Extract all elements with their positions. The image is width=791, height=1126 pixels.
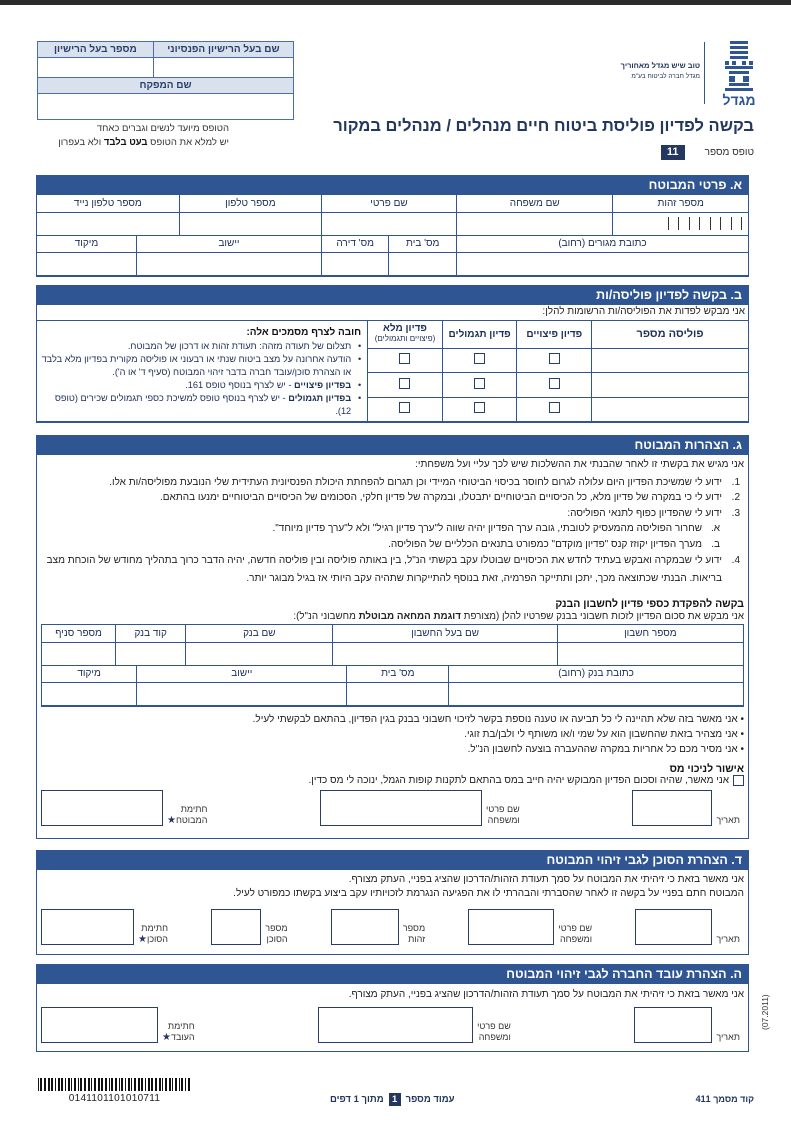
logo-text: מגדל — [722, 92, 756, 108]
barcode-bar — [148, 1078, 150, 1091]
signature-label-line2 — [138, 934, 168, 945]
agent-number-field[interactable] — [211, 909, 261, 945]
benefits-header: פדיון תגמולים — [442, 321, 517, 348]
item-text: ידוע לי שמשיכת הפדיון היום עלולה לגרום לחוסר בכיסוי הביטוחי המיידי וכן תגרום להפחתת היכולת הפנסיונית העתידית שלי הנובעת מפוליסה/ות אלו. — [109, 476, 722, 488]
last-name-label: שם משפחה — [457, 195, 613, 212]
bank-request-intro — [41, 610, 744, 623]
phone-label: מספר טלפון — [179, 195, 321, 212]
bank-table-wrapper — [41, 624, 744, 707]
section-employee-declaration — [36, 964, 749, 1052]
declarations-text — [37, 457, 748, 588]
form-number — [661, 145, 754, 160]
required-doc-item — [41, 353, 361, 379]
doc-text: תצלום של תעודה מזהה: תעודת זהות או דרכון של המבוטח. — [127, 341, 352, 351]
declaration-item — [41, 506, 744, 522]
barcode-bar — [131, 1078, 132, 1091]
barcode-bar — [78, 1078, 79, 1091]
item-number: א. — [710, 523, 720, 534]
name-label-line2: ומשפחה — [478, 1031, 511, 1042]
agent-declaration-text — [37, 873, 748, 901]
barcode-bar — [94, 1078, 96, 1091]
barcode-bar — [55, 1078, 56, 1091]
bank-details-table — [42, 625, 743, 666]
item-number: ב. — [711, 538, 720, 550]
first-name-label: שם פרטי — [321, 195, 456, 212]
supervisor-name-label: שם המפקח — [38, 78, 293, 94]
section-insured-declarations — [36, 435, 749, 839]
agent-insured-id-field[interactable] — [331, 909, 399, 945]
signature-label-line1: חתימת — [141, 923, 168, 933]
item-text: ידוע לי שבמקרה ואבקש בעתיד לחדש את הכיסויים שבוטלו עקב בקשתי הנ"ל, בין באותה פוליסה ובין פוליסה חדשה, יהיה הדבר כרוך בתהליך מחודש של הוכחת מצב בריאות. הבנתי שכתוצאה מכך, יתכן ותתייקר הפרמיה, זאת בנוסף להתייקרות שתהיה עקב היותי אז בגיל מבוגר יותר. — [46, 555, 722, 584]
policy-number-header: פוליסה מספר — [592, 321, 748, 348]
bank-house-number-field[interactable] — [347, 683, 449, 706]
barcode-bar — [185, 1078, 186, 1091]
agent-id-label — [399, 923, 429, 945]
severance-checkbox[interactable] — [549, 402, 560, 413]
agent-name-label — [554, 923, 596, 945]
mobile-label: מספר טלפון נייד — [37, 195, 179, 212]
note-pen-pre: יש למלא את הטופס — [147, 137, 229, 148]
signature-label — [163, 804, 211, 826]
insured-signature-row — [37, 790, 748, 830]
barcode-bar — [134, 1078, 136, 1091]
agent-declaration-line2: המבוטח חתם בפניי על בקשה זו לאחר שהסברתי והבהרתי לו את הפגיעה הנגרמת לזכויותיו עקב ביצוע בקשתו כמפורט לעיל. — [233, 888, 744, 899]
id-number-label: מספר זהות — [613, 195, 748, 212]
agent-date-field[interactable] — [635, 909, 712, 945]
barcode-bar — [48, 1078, 50, 1091]
severance-header: פדיון פיצויים — [517, 321, 592, 348]
employee-date-label: תאריך — [716, 1031, 740, 1042]
bank-confirmations — [37, 712, 748, 757]
barcode-bar — [151, 1078, 153, 1091]
signature-label-text: הסוכן — [146, 934, 168, 944]
apartment-label: מס' דירה — [321, 236, 389, 253]
phone-field[interactable] — [179, 212, 321, 235]
bank-request — [37, 598, 748, 707]
barcode-bar — [169, 1078, 171, 1091]
agent-number-label — [261, 923, 291, 945]
bank-street-field[interactable] — [449, 683, 743, 706]
tax-approval-row — [41, 775, 744, 786]
street-label: כתובת מגורים (רחוב) — [456, 236, 748, 253]
insured-signature-field[interactable] — [41, 790, 163, 826]
declaration-subitem — [41, 537, 744, 553]
name-label-line1: שם פרטי — [486, 804, 520, 814]
street-field[interactable] — [456, 253, 748, 276]
bank-confirmation-item: • אני מצהיר בזאת שהחשבון הוא על שמי ו/או משותף לי ולבן/בת זוגי. — [464, 729, 744, 740]
date-group — [632, 790, 744, 826]
doc-text: - יש לצרף בנוסף טופס 161. — [185, 380, 294, 390]
barcode-bar — [165, 1078, 167, 1091]
bank-intro-pre: אני מבקש את סכום הפדיון לזכות חשבוני בבנק שפרטיו להלן (מצורפת — [460, 611, 744, 622]
barcode-bar — [61, 1078, 63, 1091]
window-top-bar — [0, 0, 791, 5]
pension-license-holder-name-label: שם בעל הרישיון הפנסיוני — [153, 42, 293, 58]
bank-confirmation-text: אני מאשר בזה שלא תהיינה לי כל תביעה או טענה נוספת בקשר לזיכוי חשבוני בבנק בגין הפדיון, בהתאם לבקשתי לעיל. — [252, 714, 738, 725]
section-b-intro: אני מבקש לפדות את הפוליסה/ות הרשומות להלן: — [37, 305, 748, 321]
tax-approval-checkbox[interactable] — [733, 775, 744, 786]
page-title: בקשה לפדיון פוליסת ביטוח חיים מנהלים / מנהלים במקור — [333, 117, 754, 135]
page-of: מתוך 1 דפים — [330, 1094, 384, 1105]
agent-signature-row — [37, 909, 748, 949]
barcode-bar — [138, 1078, 140, 1091]
barcode-bar — [65, 1078, 66, 1091]
account-holder-field[interactable] — [333, 642, 557, 665]
signature-label-line1: חתימת — [167, 1020, 195, 1031]
star-icon: ★ — [138, 934, 147, 945]
license-box — [37, 41, 294, 120]
slogan-text: טוב שיש מגדל מאחוריך — [620, 61, 700, 70]
barcode-bar — [84, 1078, 86, 1091]
account-holder-label: שם בעל החשבון — [333, 625, 557, 642]
section-insured-details — [36, 175, 749, 277]
bank-intro-bold: דוגמת המחאה מבוטלת — [358, 611, 461, 622]
section-c-title: ג. הצהרות המבוטח — [37, 436, 748, 455]
agent-signature-label — [134, 923, 172, 945]
bank-confirmation-item: • אני מאשר בזה שלא תהיינה לי כל תביעה או טענה נוספת בקשר לזיכוי חשבוני בבנק בגין הפדיון, בהתאם לבקשתי לעיל. — [252, 714, 744, 725]
signature-group — [41, 790, 211, 826]
policy-number-field[interactable] — [592, 397, 748, 422]
benefits-checkbox[interactable] — [474, 402, 485, 413]
item-number: 3. — [731, 507, 740, 519]
benefits-checkbox[interactable] — [474, 353, 485, 364]
section-agent-declaration — [36, 850, 749, 955]
apartment-field[interactable] — [321, 253, 389, 276]
house-number-field[interactable] — [389, 253, 457, 276]
barcode-bar — [40, 1078, 42, 1091]
migdal-tower-logo-icon — [716, 40, 762, 108]
barcode-bar — [188, 1078, 190, 1091]
declarations-intro: אני מגיש את בקשתי זו לאחר שהבנתי את ההשלכות שיש לכך עליי ועל משפחתי: — [415, 459, 744, 470]
agent-id-group — [331, 909, 429, 945]
license-holder-number-field[interactable] — [38, 58, 153, 78]
barcode-bar — [162, 1078, 163, 1091]
barcode-bar — [111, 1078, 113, 1091]
agent-name-group — [468, 909, 596, 945]
bank-city-field[interactable] — [137, 683, 347, 706]
severance-checkbox[interactable] — [549, 378, 560, 389]
bank-name-field[interactable] — [186, 642, 333, 665]
account-number-field[interactable] — [557, 642, 743, 665]
employee-signature-row — [37, 1007, 748, 1047]
name-group — [320, 790, 524, 826]
name-label-line2: ומשפחה — [487, 815, 520, 825]
item-text: ידוע לי שהפדיון כפוף לתנאי הפוליסה: — [567, 507, 722, 519]
employee-signature-group — [41, 1007, 199, 1043]
full-header-sub: (פיצויים ותגמולים) — [374, 334, 436, 344]
doc-text: הודעה אחרונה על מצב ביטוח שנתי או רבעוני או פוליסה מקורית בפדיון מלא בלבד או הצהרת סוכן/עובד חברה בדבר זיהוי המבוטח (סעיף ד' או ה'). — [41, 354, 352, 377]
id-label-line2: זהות — [408, 934, 426, 944]
bank-house-number-label: מס' בית — [347, 666, 449, 683]
barcode-bar — [38, 1078, 39, 1091]
bank-confirmation-item: • אני מסיר מכם כל אחריות במקרה שההעברה בוצעה לחשבון הנ"ל. — [467, 744, 744, 755]
barcode-bar — [181, 1078, 183, 1091]
barcode-bar — [105, 1078, 107, 1091]
declaration-item — [41, 552, 744, 588]
agent-number-label-line1: מספר — [265, 923, 288, 933]
barcode-bar — [175, 1078, 177, 1091]
agent-signature-field[interactable] — [41, 909, 134, 945]
item-text: מערך הפדיון יקוזז קנס "פדיון מוקדם" כמפורט בתנאים הכלליים של הפוליסה. — [388, 538, 702, 550]
agent-number-group — [211, 909, 291, 945]
required-docs — [37, 321, 368, 422]
declaration-item — [41, 475, 744, 491]
account-number-label: מספר חשבון — [557, 625, 743, 642]
bank-street-label: כתובת בנק (רחוב) — [449, 666, 743, 683]
barcode-bar — [91, 1078, 92, 1091]
policy-number-field[interactable] — [592, 373, 748, 398]
star-icon: ★ — [162, 1031, 171, 1043]
signature-label-line2 — [162, 1032, 195, 1043]
barcode-bar — [155, 1078, 157, 1091]
barcode-bar — [98, 1078, 100, 1091]
required-doc-item — [41, 392, 361, 418]
doc-text: - יש לצרף בנוסף טופס למשיכת כספי תגמולים שכירים (טופס 12). — [54, 393, 352, 416]
barcode-bar — [125, 1078, 126, 1091]
form-number-value: 11 — [661, 145, 685, 160]
agent-declaration-line1: אני מאשר בזאת כי זיהיתי את המבוטח על סמך תעודת הזהות/הדרכון שהציג בפניי, העתק מצורף. — [348, 874, 744, 885]
agent-number-label-line2: הסוכן — [266, 934, 288, 944]
tax-approval-text: אני מאשר, שהיה וסכום הפדיון המבוקש יהיה חייב במס בהתאם לתקנות קופות הגמל, ינוכה לי מס כדין. — [308, 775, 729, 786]
barcode-bar — [44, 1078, 46, 1091]
agent-date-label: תאריך — [716, 934, 740, 944]
logo-divider — [704, 42, 705, 104]
date-field[interactable] — [632, 790, 712, 826]
note-pen-only — [29, 136, 229, 150]
barcode-bar — [68, 1078, 70, 1091]
barcode-bar — [159, 1078, 161, 1091]
bank-code-label: קוד בנק — [116, 625, 186, 642]
city-field[interactable] — [137, 253, 322, 276]
note-pen-bold: בעט בלבד — [103, 137, 148, 148]
house-number-label: מס' בית — [389, 236, 457, 253]
brand-slogan — [600, 61, 700, 80]
employee-date-group — [634, 1007, 744, 1043]
declaration-subitem — [41, 521, 744, 537]
barcode-bar — [119, 1078, 120, 1091]
branch-number-field[interactable] — [42, 642, 116, 665]
date-label: תאריך — [716, 815, 740, 825]
employee-insured-name-field[interactable] — [318, 1007, 473, 1043]
full-checkbox[interactable] — [399, 378, 410, 389]
section-d-title: ד. הצהרת הסוכן לגבי זיהוי המבוטח — [37, 851, 748, 870]
signature-label-text: המבוטח — [175, 815, 208, 825]
policy-number-field[interactable] — [592, 348, 748, 373]
name-label-line1: שם פרטי — [477, 1020, 511, 1031]
zip-label: מיקוד — [37, 236, 137, 253]
bank-city-label: יישוב — [137, 666, 347, 683]
barcode-bar — [71, 1078, 72, 1091]
employee-signature-field[interactable] — [41, 1007, 158, 1043]
signature-label-text: העובד — [170, 1031, 195, 1042]
pension-license-holder-name-field[interactable] — [153, 58, 293, 78]
first-name-field[interactable] — [321, 212, 456, 235]
last-name-field[interactable] — [457, 212, 613, 235]
employee-name-group — [318, 1007, 515, 1043]
insured-details-table — [37, 195, 748, 236]
barcode-bar — [128, 1078, 130, 1091]
required-docs-title: חובה לצרף מסמכים אלה: — [246, 327, 362, 338]
bank-code-field[interactable] — [116, 642, 186, 665]
signature-label-line1: חתימת — [180, 804, 208, 814]
zip-field[interactable] — [37, 253, 137, 276]
name-label-line1: שם פרטי — [558, 923, 593, 933]
id-number-field[interactable] — [613, 212, 748, 235]
item-text: ידוע לי כי במקרה של פדיון מלא, כל הכיסויים הביטוחיים יתבטלו, ובמקרה של פדיון חלקי, הסכומים של הכיסויים הביטוחיים ימנעו בהתאם. — [160, 492, 722, 503]
barcode-bars — [38, 1078, 191, 1091]
company-name: מגדל חברה לביטוח בע"מ — [631, 73, 700, 80]
bank-confirmation-text: אני מסיר מכם כל אחריות במקרה שההעברה בוצעה לחשבון הנ"ל. — [467, 744, 738, 755]
bank-address-table — [42, 666, 743, 707]
note-gender: הטופס מיועד לנשים וגברים כאחד — [96, 123, 229, 134]
declaration-item — [41, 490, 744, 506]
barcode-bar — [58, 1078, 60, 1091]
barcode-bar — [109, 1078, 110, 1091]
barcode-bar — [80, 1078, 82, 1091]
name-field[interactable] — [320, 790, 482, 826]
section-a-title: א. פרטי המבוטח — [37, 176, 748, 195]
agent-insured-name-field[interactable] — [468, 909, 554, 945]
note-pen-post: ולא בעפרון — [58, 137, 104, 148]
bank-name-label: שם בנק — [186, 625, 333, 642]
barcode-bar — [115, 1078, 117, 1091]
barcode-bar — [179, 1078, 180, 1091]
full-header-label: פדיון מלא — [383, 323, 427, 335]
barcode-bar — [51, 1078, 53, 1091]
mobile-field[interactable] — [37, 212, 179, 235]
full-checkbox[interactable] — [399, 402, 410, 413]
section-policy-redemption — [36, 285, 749, 423]
signature-label-line2 — [167, 815, 207, 826]
employee-signature-label — [158, 1021, 199, 1043]
bank-confirmation-text: אני מצהיר בזאת שהחשבון הוא על שמי ו/או משותף לי ולבן/בת זוגי. — [464, 729, 738, 740]
agent-date-group — [635, 909, 744, 945]
page-label: עמוד מספר — [405, 1094, 455, 1105]
doc-bold: בפדיון תגמולים — [288, 393, 352, 403]
barcode-bar — [145, 1078, 146, 1091]
page-info — [330, 1093, 455, 1106]
form-version: (07.2011) — [760, 994, 770, 1030]
license-holder-number-label: מספר בעל הרישיון — [38, 42, 153, 58]
bank-intro-post: מחשבוני הנ"ל): — [293, 611, 359, 622]
id-label-line1: מספר — [402, 923, 426, 933]
policy-table — [37, 321, 748, 422]
employee-date-field[interactable] — [634, 1007, 712, 1043]
name-label — [482, 804, 524, 826]
required-doc-item — [41, 340, 361, 353]
city-label: יישוב — [137, 236, 322, 253]
doc-bold: בפדיון פיצויים — [293, 380, 352, 390]
insured-address-table — [37, 236, 748, 277]
severance-checkbox[interactable] — [549, 353, 560, 364]
section-b-title: ב. בקשה לפדיון פוליסה/ות — [37, 286, 748, 305]
bank-request-title: בקשה להפקדת כספי פדיון לחשבון הבנק — [555, 598, 744, 610]
employee-name-label — [473, 1021, 515, 1043]
item-number: 4. — [731, 555, 740, 566]
item-number: 1. — [731, 476, 740, 488]
supervisor-name-field[interactable] — [38, 94, 293, 118]
tax-approval — [37, 763, 748, 786]
barcode-bar — [141, 1078, 143, 1091]
required-docs-list — [41, 340, 361, 418]
name-label-line2: ומשפחה — [559, 934, 593, 944]
barcode-bar — [74, 1078, 76, 1091]
benefits-checkbox[interactable] — [474, 378, 485, 389]
required-doc-item — [41, 379, 361, 392]
page-number: 1 — [389, 1093, 401, 1106]
barcode — [38, 1078, 191, 1104]
agent-signature-group — [41, 909, 172, 945]
id-digit-boxes — [613, 217, 748, 230]
bank-zip-label: מיקוד — [42, 666, 137, 683]
document-code: קוד מסמך 411 — [695, 1094, 754, 1104]
form-notes — [29, 122, 229, 150]
star-icon: ★ — [167, 815, 176, 826]
item-number: 2. — [731, 492, 740, 503]
section-e-title: ה. הצהרת עובד החברה לגבי זיהוי המבוטח — [37, 965, 748, 984]
branch-number-label: מספר סניף — [42, 625, 116, 642]
form-number-label: טופס מספר — [704, 147, 754, 158]
barcode-bar — [101, 1078, 103, 1091]
tax-approval-title: אישור לניכוי מס — [669, 763, 744, 775]
item-text: שחרור הפוליסה מהמעסיק לטובתי, גובה ערך הפדיון יהיה שווה ל"ערך פדיון רגיל" ולא ל"ערך פדיון מיוחד". — [272, 523, 702, 534]
barcode-bar — [88, 1078, 90, 1091]
full-checkbox[interactable] — [399, 353, 410, 364]
full-header — [368, 321, 443, 348]
barcode-bar — [121, 1078, 123, 1091]
barcode-bar — [172, 1078, 173, 1091]
employee-declaration-text: אני מאשר בזאת כי זיהיתי את המבוטח על סמך תעודת הזהות/הדרכון שהציג בפניי, העתק מצורף. — [348, 989, 744, 1000]
bank-zip-field[interactable] — [42, 683, 137, 706]
barcode-number: 0141101101010711 — [68, 1093, 161, 1104]
